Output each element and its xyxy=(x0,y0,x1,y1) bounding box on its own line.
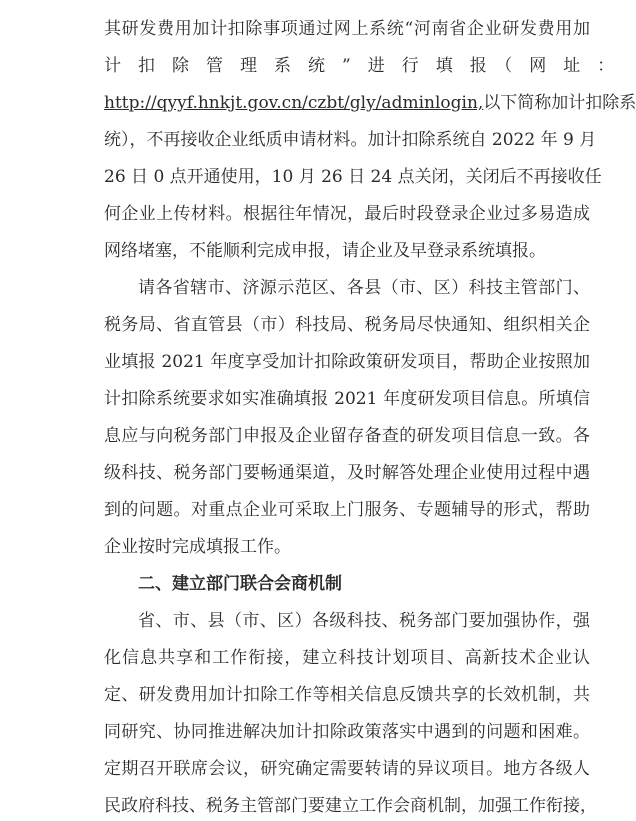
body-line-9: 税务局、省直管县（市）科技局、税务局尽快通知、组织相关企 xyxy=(104,315,590,335)
section-heading: 二、建立部门联合会商机制 xyxy=(138,574,342,594)
body-line-5: 26 日 0 点开通使用，10 月 26 日 24 点关闭，关闭后不再接收任 xyxy=(104,167,602,187)
body-line-20: 定期召开联席会议，研究确定需要转请的异议项目。地方各级人 xyxy=(104,759,590,779)
body-line-11: 计扣除系统要求如实准确填报 2021 年度研发项目信息。所填信 xyxy=(104,389,590,409)
body-line-3-text: 以下简称加计扣除系 xyxy=(483,93,636,113)
body-line-7: 网络堵塞，不能顺利完成申报，请企业及早登录系统填报。 xyxy=(104,241,546,261)
system-url-link[interactable]: http://qyyf.hnkjt.gov.cn/czbt/gly/adminlogin, xyxy=(104,93,484,113)
body-line-10: 业填报 2021 年度享受加计扣除政策研发项目，帮助企业按照加 xyxy=(104,352,590,372)
body-line-6: 何企业上传材料。根据往年情况，最后时段登录企业过多易造成 xyxy=(104,204,590,224)
body-line-14: 到的问题。对重点企业可采取上门服务、专题辅导的形式，帮助 xyxy=(104,500,590,520)
body-line-15: 企业按时完成填报工作。 xyxy=(104,537,291,557)
body-line-12: 息应与向税务部门申报及企业留存备查的研发项目信息一致。各 xyxy=(104,426,590,446)
body-line-21: 民政府科技、税务主管部门要建立工作会商机制，加强工作衔接， xyxy=(104,796,597,816)
body-line-19: 同研究、协同推进解决加计扣除政策落实中遇到的问题和困难。 xyxy=(104,722,590,742)
body-line-18: 定、研发费用加计扣除工作等相关信息反馈共享的长效机制，共 xyxy=(104,685,590,705)
body-line-1: 其研发费用加计扣除事项通过网上系统“河南省企业研发费用加 xyxy=(104,19,590,39)
body-line-13: 级科技、税务部门要畅通渠道，及时解答处理企业使用过程中遇 xyxy=(104,463,590,483)
body-line-3 xyxy=(104,88,636,118)
body-line-16: 省、市、县（市、区）各级科技、税务部门要加强协作，强 xyxy=(138,611,590,631)
body-line-4: 统），不再接收企业纸质申请材料。加计扣除系统自 2022 年 9 月 xyxy=(104,130,597,150)
body-line-2: 计 扣 除 管 理 系 统 ” 进 行 填 报 （ 网 址 ： xyxy=(104,56,615,76)
body-line-8: 请各省辖市、济源示范区、各县（市、区）科技主管部门、 xyxy=(138,278,590,298)
body-line-17: 化信息共享和工作衔接，建立科技计划项目、高新技术企业认 xyxy=(104,648,590,668)
